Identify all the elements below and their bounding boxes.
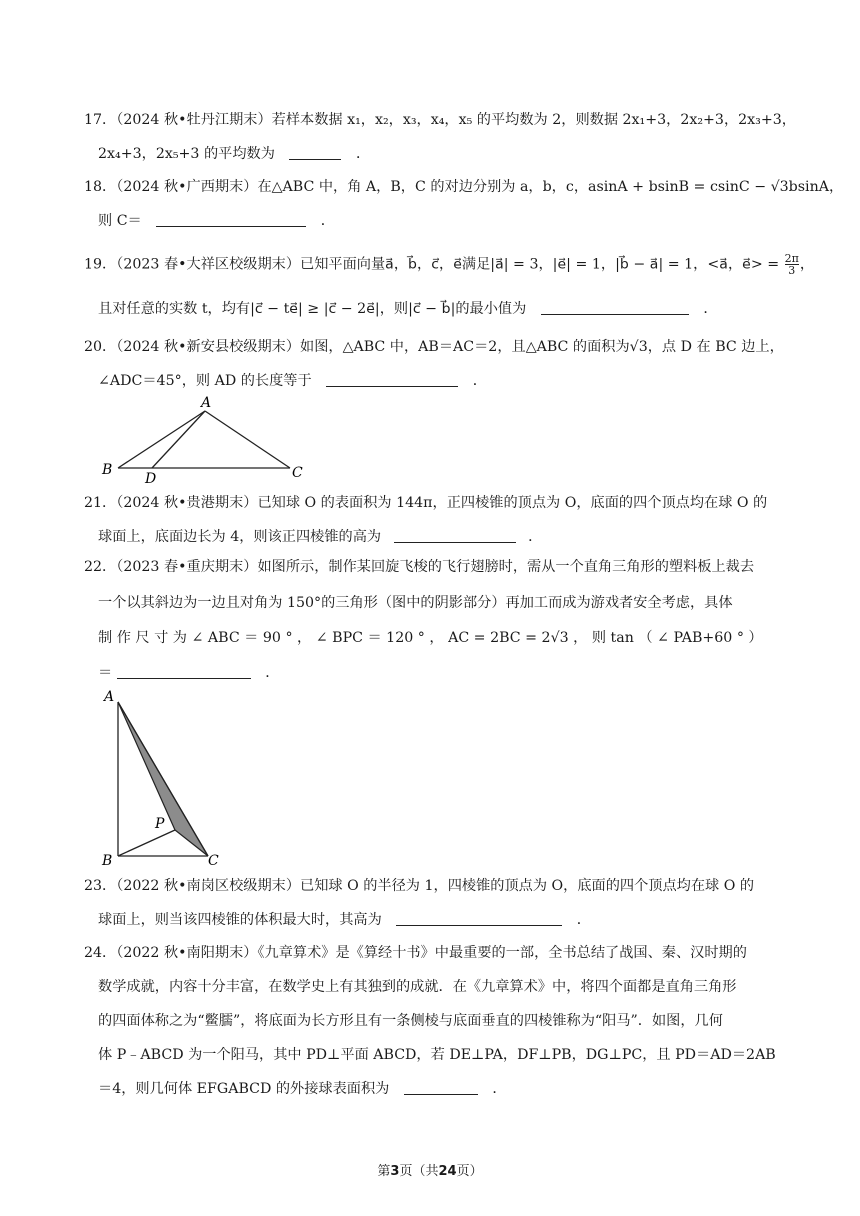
q22-line4: ＝ <box>98 665 113 681</box>
q22-line1: 22．（2023 春•重庆期末）如图所示，制作某回旋飞梭的飞行翅膀时，需从一个直角三角形的塑料板上裁去 <box>84 559 755 575</box>
q24-end: ． <box>492 1081 507 1097</box>
q19-fraction <box>785 253 799 276</box>
q19-answer-blank[interactable] <box>541 300 689 315</box>
q17-end: ． <box>355 146 371 162</box>
q18-line1: 18．（2024 秋•广西期末）在△ABC 中，角 A，B，C 的对边分别为 a，b，c，asinA + bsinB = csinC − √3bsinA， <box>84 179 844 195</box>
q20-end: ． <box>472 373 487 389</box>
q24-line4: 体 P﹣ABCD 为一个阳马，其中 PD⊥平面 ABCD，若 DE⊥PA，DF⊥PB，DG⊥PC，且 PD＝AD＝2AB <box>98 1047 776 1063</box>
q23-line2: 球面上，则当该四棱锥的体积最大时，其高为 <box>98 912 382 928</box>
q19-line2: 且对任意的实数 t，均有|c⃗ − te⃗| ≥ |c⃗ − 2e⃗|，则|c⃗ − b⃗|的最小值为 <box>98 301 527 317</box>
q20-line2: ∠ADC＝45°，则 AD 的长度等于 <box>98 373 312 389</box>
q22-label-B: B <box>102 853 113 868</box>
q24-line3: 的四面体称之为“鳖臑”，将底面为长方形且有一条侧棱与底面垂直的四棱锥称为“阳马”．如图，几何 <box>98 1013 723 1029</box>
q17-line2: 2x₄+3，2x₅+3 的平均数为 <box>98 146 275 162</box>
q17-line1: 17．（2024 秋•牡丹江期末）若样本数据 x₁，x₂，x₃，x₄，x₅ 的平均数为 2，则数据 2x₁+3，2x₂+3，2x₃+3， <box>84 112 796 128</box>
footer-text-3: 页） <box>456 1164 483 1179</box>
q19-comma: ， <box>799 256 815 273</box>
q23-line1: 23．（2022 秋•南岗区校级期末）已知球 O 的半径为 1，四棱锥的顶点为 O，底面的四个顶点均在球 O 的 <box>84 878 755 894</box>
q19-line1: 19．（2023 春•大祥区校级期末）已知平面向量a⃗，b⃗，c⃗，e⃗满足|a⃗| = 3，|e⃗| = 1，|b⃗ − a⃗| = 1，<a⃗，e⃗> = <box>84 256 780 273</box>
footer-text-1: 第 <box>377 1164 391 1179</box>
q24-line5: ＝4，则几何体 EFGABCD 的外接球表面积为 <box>98 1081 390 1097</box>
q18-end: ． <box>320 213 335 229</box>
q17-answer-blank[interactable] <box>289 145 341 160</box>
q22-end: ． <box>265 665 280 681</box>
q20-label-C: C <box>292 465 303 481</box>
q21-line2: 球面上，底面边长为 4，则该正四棱锥的高为 <box>98 529 382 545</box>
page-footer <box>0 1160 860 1179</box>
q21-end: ． <box>528 529 543 545</box>
q22-answer-blank[interactable] <box>117 664 251 679</box>
q22-label-C: C <box>208 853 219 868</box>
q22-label-P: P <box>155 816 165 832</box>
q22-triangle-figure <box>100 688 225 868</box>
q22-line2: 一个以其斜边为一边且对角为 150°的三角形（图中的阴影部分）再加工而成为游戏者安全考虑，具体 <box>98 595 733 611</box>
q24-line2: 数学成就，内容十分丰富，在数学史上有其独到的成就．在《九章算术》中，将四个面都是直角三角形 <box>98 979 737 995</box>
q19-frac-den: 3 <box>785 264 799 276</box>
q18-answer-blank[interactable] <box>156 212 306 227</box>
q22-line3: 制 作 尺 寸 为 ∠ ABC ＝ 90 ° ， ∠ BPC ＝ 120 ° ， AC = 2BC = 2√3 ， 则 tan （ ∠ PAB+60 ° ） <box>98 630 763 646</box>
q19-end: ． <box>703 301 718 317</box>
footer-page-number: 3 <box>390 1164 400 1179</box>
q20-line1: 20．（2024 秋•新安县校级期末）如图，△ABC 中，AB＝AC＝2，且△ABC 的面积为√3，点 D 在 BC 边上， <box>84 339 784 355</box>
q20-triangle-figure <box>100 393 310 483</box>
q21-answer-blank[interactable] <box>394 528 516 543</box>
q20-label-B: B <box>102 462 113 478</box>
q24-answer-blank[interactable] <box>404 1080 478 1095</box>
q19-frac-num: 2π <box>784 252 799 265</box>
q20-answer-blank[interactable] <box>326 372 458 387</box>
footer-text-2: 页（共 <box>399 1164 439 1179</box>
q21-line1: 21．（2024 秋•贵港期末）已知球 O 的表面积为 144π，正四棱锥的顶点为 O，底面的四个顶点均在球 O 的 <box>84 495 768 511</box>
q20-label-A: A <box>201 395 212 411</box>
q23-answer-blank[interactable] <box>396 911 562 926</box>
q23-end: ． <box>576 912 591 928</box>
q18-line2: 则 C＝ <box>98 213 142 229</box>
footer-total-pages: 24 <box>438 1164 457 1179</box>
q20-label-D: D <box>145 471 157 483</box>
q24-line1: 24．（2022 秋•南阳期末）《九章算术》是《算经十书》中最重要的一部，全书总结了战国、秦、汉时期的 <box>84 945 747 961</box>
q22-label-A: A <box>104 689 115 705</box>
